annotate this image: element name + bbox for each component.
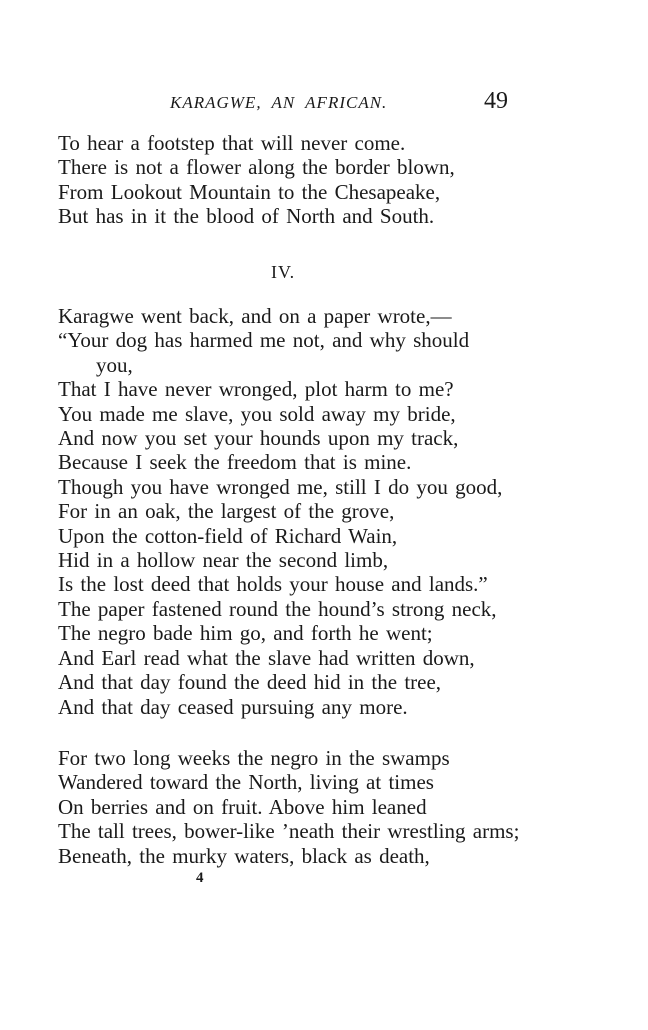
- verse-line: That I have never wronged, plot harm to me?: [58, 377, 454, 402]
- verse-line: The paper fastened round the hound’s strong neck,: [58, 596, 497, 621]
- section-number: IV.: [271, 262, 296, 282]
- verse-line: On berries and on fruit. Above him leaned: [58, 794, 427, 819]
- verse-line: The negro bade him go, and forth he went;: [58, 621, 433, 646]
- signature-mark: 4: [196, 870, 204, 886]
- verse-line: Is the lost deed that holds your house and lands.”: [58, 572, 488, 597]
- verse-line: Though you have wronged me, still I do you good,: [58, 474, 503, 499]
- verse-line: Wandered toward the North, living at times: [58, 770, 434, 795]
- verse-line: And Earl read what the slave had written down,: [58, 645, 475, 670]
- verse-line: “Your dog has harmed me not, and why should: [58, 328, 470, 353]
- verse-line: And that day found the deed hid in the tree,: [58, 670, 442, 695]
- verse-line: But has in it the blood of North and South.: [58, 204, 435, 229]
- verse-line: There is not a flower along the border blown,: [58, 155, 455, 180]
- verse-line: From Lookout Mountain to the Chesapeake,: [58, 179, 441, 204]
- running-head-title: KARAGWE, AN AFRICAN.: [170, 93, 388, 112]
- page-number: 49: [484, 88, 508, 114]
- verse-line: Karagwe went back, and on a paper wrote,—: [58, 304, 452, 328]
- verse-line-turnover: you,: [96, 352, 133, 377]
- verse-line: Because I seek the freedom that is mine.: [58, 450, 412, 475]
- verse-line: Hid in a hollow near the second limb,: [58, 548, 389, 573]
- stanza-3: [58, 746, 519, 868]
- verse-line: And now you set your hounds upon my track,: [58, 426, 459, 451]
- stanza-2: [58, 304, 502, 719]
- verse-line: For two long weeks the negro in the swamps: [58, 746, 450, 770]
- verse-line: The tall trees, bower-like ’neath their wrestling arms;: [58, 819, 520, 844]
- verse-line: Upon the cotton-field of Richard Wain,: [58, 523, 398, 548]
- stanza-1: [58, 131, 455, 229]
- verse-line: Beneath, the murky waters, black as death,: [58, 843, 430, 868]
- verse-line: You made me slave, you sold away my bride,: [58, 401, 456, 426]
- verse-line: And that day ceased pursuing any more.: [58, 694, 408, 719]
- verse-line: To hear a footstep that will never come.: [58, 131, 406, 155]
- verse-line: For in an oak, the largest of the grove,: [58, 499, 395, 524]
